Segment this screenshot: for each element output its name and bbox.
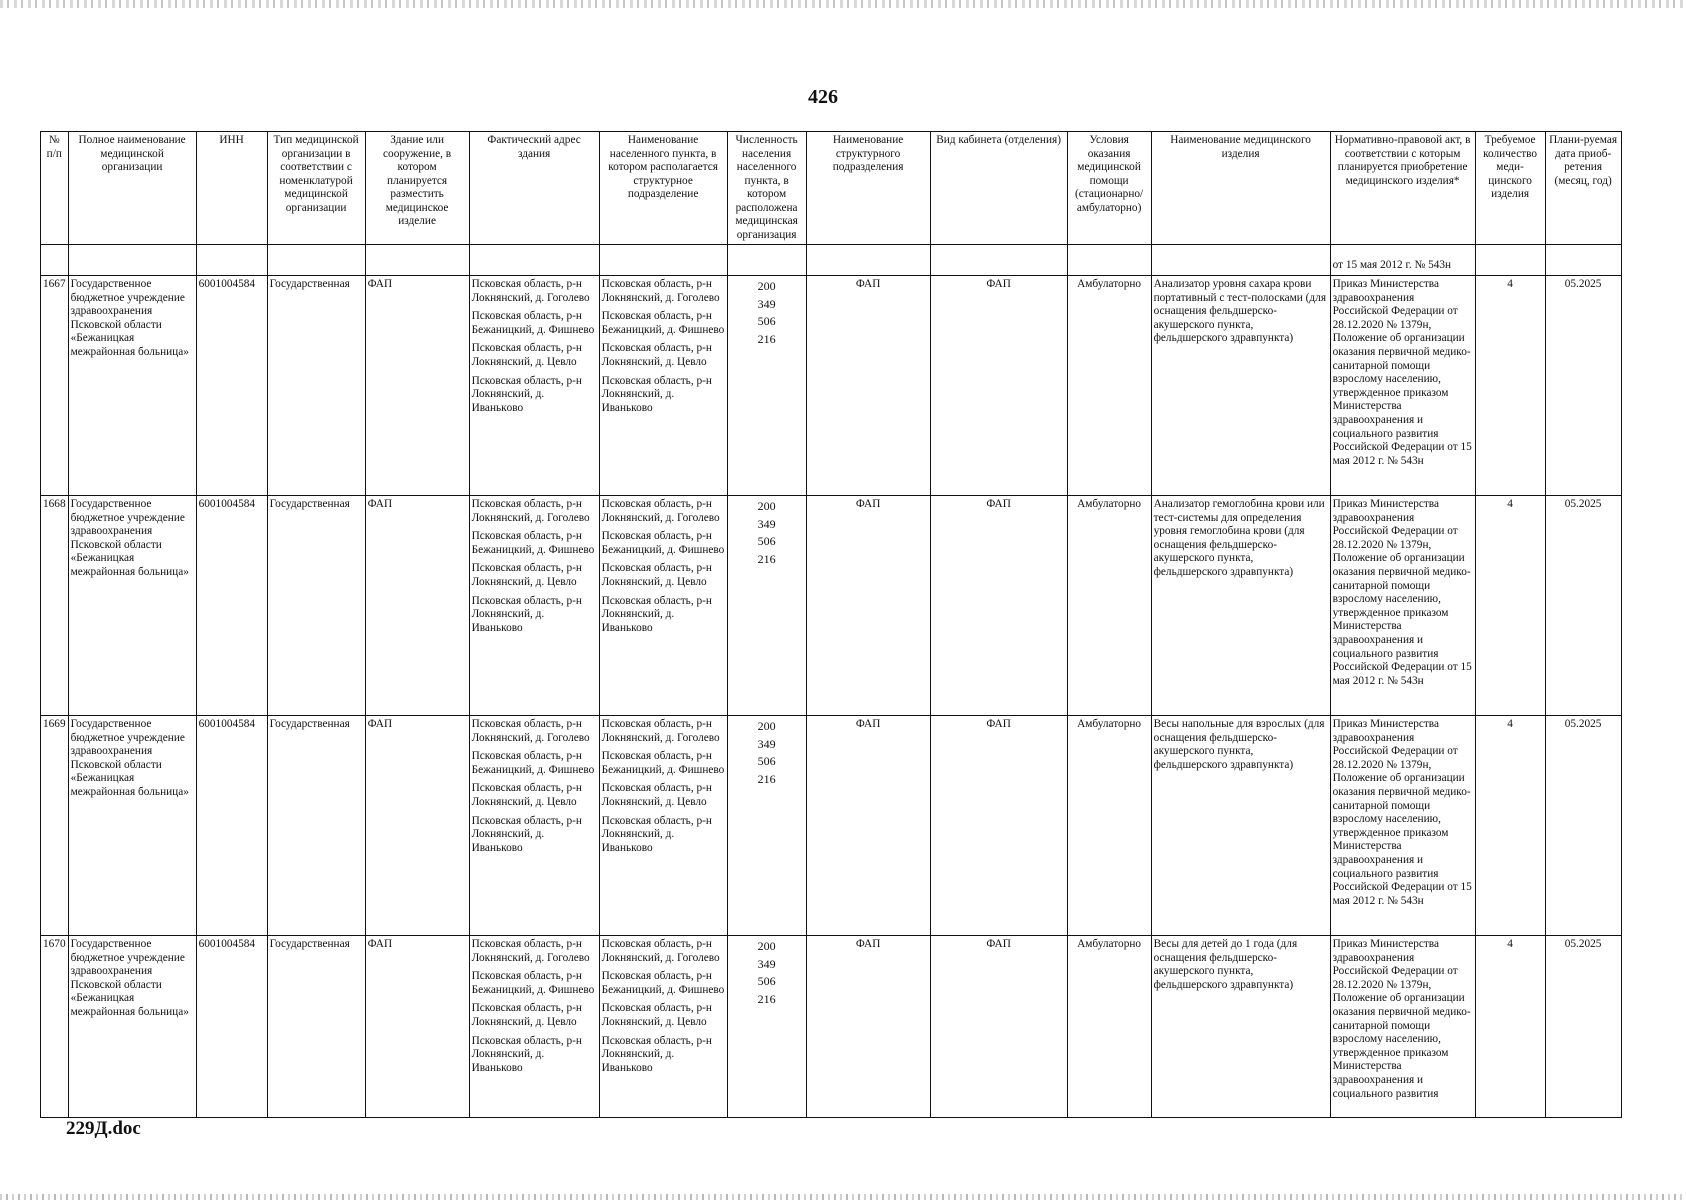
population-value: 349: [757, 296, 776, 311]
cell-date: 05.2025: [1545, 716, 1621, 936]
continuation-row: [41, 245, 1622, 276]
cell-cabinet: ФАП: [930, 496, 1067, 716]
header-cell-conditions: Условия оказания медицинской помощи (стационарно/ амбулаторно): [1067, 132, 1151, 245]
cell-type: Государственная: [267, 276, 365, 496]
cell-num: 1669: [41, 716, 69, 936]
settlement-entry: Псковская область, р-н Локнянский, д. Гоголево: [601, 718, 720, 744]
address-entry: Псковская область, р-н Бежаницкий, д. Фишнево: [471, 750, 595, 776]
cell-num: 1667: [41, 276, 69, 496]
header-cell-division: Наименование структурного подразделения: [806, 132, 930, 245]
header-cell-org: Полное наименование медицинской организации: [68, 132, 196, 245]
address-entry: Псковская область, р-н Локнянский, д. Иванькoво: [471, 374, 582, 414]
address-entry: Псковская область, р-н Локнянский, д. Цевло: [471, 342, 582, 368]
scan-edge-bottom: [0, 1194, 1686, 1200]
header-cell-building: Здание или сооружение, в котором планируется разместить медицинское изделие: [365, 132, 469, 245]
header-cell-qty: Требуемое количество меди-цинского изделия: [1475, 132, 1545, 245]
population-value: 200: [757, 279, 776, 293]
table-row: [41, 716, 1622, 936]
cell-division: ФАП: [806, 496, 930, 716]
cell-address: [469, 496, 599, 716]
cell-org: Государственное бюджетное учреждение здравоохранения Псковской области «Бежаницкая межрайонная больница»: [68, 936, 196, 1118]
cell-org: Государственное бюджетное учреждение здравоохранения Псковской области «Бежаницкая межрайонная больница»: [68, 276, 196, 496]
scan-edge-top: [0, 0, 1686, 8]
address-entry: Псковская область, р-н Локнянский, д. Гоголево: [471, 278, 590, 304]
cell-building: ФАП: [365, 276, 469, 496]
document-filename: 229Д.doc: [66, 1118, 141, 1139]
cell-cabinet: ФАП: [930, 276, 1067, 496]
settlement-entry: Псковская область, р-н Бежаницкий, д. Фишнево: [601, 750, 725, 776]
cell-address: [469, 716, 599, 936]
cell-address: [469, 276, 599, 496]
header-cell-cabinet: Вид кабинета (отделения): [930, 132, 1067, 245]
population-value: 506: [757, 754, 776, 768]
settlement-entry: Псковская область, р-н Локнянский, д. Иваньково: [601, 1034, 712, 1074]
header-cell-law: Нормативно-правовой акт, в соответствии с которым планируется приобретение медицинского изделия*: [1330, 132, 1475, 245]
cell-cabinet: ФАП: [930, 716, 1067, 936]
cell-date: 05.2025: [1545, 496, 1621, 716]
settlement-entry: Псковская область, р-н Локнянский, д. Цевло: [601, 562, 712, 588]
cell-division: ФАП: [806, 716, 930, 936]
cell-org: Государственное бюджетное учреждение здравоохранения Псковской области «Бежаницкая межрайонная больница»: [68, 496, 196, 716]
cell-settlement: [599, 716, 727, 936]
cell-device: Анализатор уровня сахара крови портативный с тест-полосками (для оснащения фельдшерско-акушерского пункта, фельдшерского здравпункта): [1151, 276, 1330, 496]
address-entry: Псковская область, р-н Бежаницкий, д. Фишнево: [471, 530, 595, 556]
cell-law: Приказ Министерства здравоохранения Российской Федерации от 28.12.2020 № 1379н, Положение об организации оказания первичной медико-санитарной помощи взрослому населению, утвержденное приказом Министерства здравоохранения и социального развития Российской Федерации от 15 мая 2012 г. № 543н: [1330, 496, 1475, 716]
address-entry: Псковская область, р-н Локнянский, д. Иваньково: [471, 814, 582, 854]
table-row: [41, 936, 1622, 1118]
cell-conditions: Амбулаторно: [1067, 496, 1151, 716]
cell-inn: 6001004584: [196, 496, 267, 716]
cell-type: Государственная: [267, 936, 365, 1118]
table-body: [41, 245, 1622, 1118]
population-value: 216: [757, 991, 776, 1006]
cell-num: 1670: [41, 936, 69, 1118]
header-cell-type: Тип медицинской организации в соответствии с номенклатурой медицинской организации: [267, 132, 365, 245]
settlement-entry: Псковская область, р-н Локнянский, д. Гоголево: [601, 938, 720, 964]
equipment-table: [40, 131, 1622, 1118]
cell-device: Анализатор гемоглобина крови или тест-системы для определения уровня гемоглобина крови (для оснащения фельдшерско-акушерского пункта, фельдшерского здравпункта): [1151, 496, 1330, 716]
table-row: [41, 496, 1622, 716]
population-value: 200: [757, 939, 776, 953]
settlement-entry: Псковская область, р-н Локнянский, д. Иваньково: [601, 374, 712, 414]
settlement-entry: Псковская область, р-н Локнянский, д. Цевло: [601, 342, 712, 368]
address-entry: Псковская область, р-н Бежаницкий, д. Фишнево: [471, 970, 595, 996]
cell-population: [727, 496, 806, 716]
population-value: 200: [757, 499, 776, 513]
cell-law: Приказ Министерства здравоохранения Российской Федерации от 28.12.2020 № 1379н, Положение об организации оказания первичной медико-санитарной помощи взрослому населению, утвержденное приказом Министерства здравоохранения и социального развития Российской Федерации от 15 мая 2012 г. № 543н: [1330, 276, 1475, 496]
settlement-entry: Псковская область, р-н Локнянский, д. Иваньково: [601, 814, 712, 854]
cell-type: Государственная: [267, 496, 365, 716]
cell-conditions: Амбулаторно: [1067, 276, 1151, 496]
header-cell-num: № п/п: [41, 132, 69, 245]
address-entry: Псковская область, р-н Локнянский, д. Гоголево: [471, 498, 590, 524]
population-value: 349: [757, 956, 776, 971]
population-value: 216: [757, 331, 776, 346]
header-cell-population: Численность населения населенного пункта, в котором расположена медицинская организация: [727, 132, 806, 245]
cell-division: ФАП: [806, 936, 930, 1118]
population-value: 506: [757, 974, 776, 988]
settlement-entry: Псковская область, р-н Локнянский, д. Гоголево: [601, 498, 720, 524]
cell-inn: 6001004584: [196, 276, 267, 496]
cell-building: ФАП: [365, 936, 469, 1118]
cell-building: ФАП: [365, 716, 469, 936]
cell-cabinet: ФАП: [930, 936, 1067, 1118]
continuation-law: от 15 мая 2012 г. № 543н: [1330, 245, 1475, 276]
header-cell-inn: ИНН: [196, 132, 267, 245]
header-cell-settlement: Наименование населенного пункта, в котором располагается структурное подразделение: [599, 132, 727, 245]
cell-inn: 6001004584: [196, 936, 267, 1118]
address-entry: Псковская область, р-н Локнянский, д. Цевло: [471, 562, 582, 588]
address-entry: Псковская область, р-н Локнянский, д. Цевло: [471, 1002, 582, 1028]
cell-address: [469, 936, 599, 1118]
cell-date: 05.2025: [1545, 936, 1621, 1118]
settlement-entry: Псковская область, р-н Бежаницкий, д. Фишнево: [601, 530, 725, 556]
cell-qty: 4: [1475, 276, 1545, 496]
header-cell-date: Плани-руемая дата приоб-ретения (месяц, год): [1545, 132, 1621, 245]
cell-num: 1668: [41, 496, 69, 716]
population-value: 216: [757, 771, 776, 786]
cell-building: ФАП: [365, 496, 469, 716]
table-row: [41, 276, 1622, 496]
address-entry: Псковская область, р-н Локнянский, д. Иваньково: [471, 1034, 582, 1074]
cell-settlement: [599, 496, 727, 716]
settlement-entry: Псковская область, р-н Бежаницкий, д. Фишнево: [601, 970, 725, 996]
address-entry: Псковская область, р-н Локнянский, д. Цевло: [471, 782, 582, 808]
cell-org: Государственное бюджетное учреждение здравоохранения Псковской области «Бежаницкая межрайонная больница»: [68, 716, 196, 936]
cell-conditions: Амбулаторно: [1067, 936, 1151, 1118]
header-cell-address: Фактический адрес здания: [469, 132, 599, 245]
cell-population: [727, 276, 806, 496]
page-number: 426: [808, 86, 838, 108]
table-header: [41, 132, 1622, 245]
header-cell-device: Наименование медицинского изделия: [1151, 132, 1330, 245]
cell-settlement: [599, 936, 727, 1118]
cell-type: Государственная: [267, 716, 365, 936]
cell-population: [727, 716, 806, 936]
cell-conditions: Амбулаторно: [1067, 716, 1151, 936]
settlement-entry: Псковская область, р-н Локнянский, д. Иваньково: [601, 594, 712, 634]
address-entry: Псковская область, р-н Локнянский, д. Гоголево: [471, 718, 590, 744]
cell-law: Приказ Министерства здравоохранения Российской Федерации от 28.12.2020 № 1379н, Положение об организации оказания первичной медико-санитарной помощи взрослому населению, утвержденное приказом Министерства здравоохранения и социального развития Российской Федерации от 15 мая 2012 г. № 543н: [1330, 716, 1475, 936]
address-entry: Псковская область, р-н Локнянский, д. Иваньково: [471, 594, 582, 634]
cell-inn: 6001004584: [196, 716, 267, 936]
cell-law: Приказ Министерства здравоохранения Российской Федерации от 28.12.2020 № 1379н, Положение об организации оказания первичной медико-санитарной помощи взрослому населению, утвержденное приказом Министерства здравоохранения и социального развития: [1330, 936, 1475, 1118]
cell-division: ФАП: [806, 276, 930, 496]
cell-qty: 4: [1475, 936, 1545, 1118]
settlement-entry: Псковская область, р-н Локнянский, д. Цевло: [601, 782, 712, 808]
cell-population: [727, 936, 806, 1118]
cell-device: Весы напольные для взрослых (для оснащения фельдшерско-акушерского пункта, фельдшерского здравпункта): [1151, 716, 1330, 936]
address-entry: Псковская область, р-н Бежаницкий, д. Фишнево: [471, 310, 595, 336]
settlement-entry: Псковская область, р-н Локнянский, д. Гоголево: [601, 278, 720, 304]
population-value: 506: [757, 314, 776, 328]
address-entry: Псковская область, р-н Локнянский, д. Гоголево: [471, 938, 590, 964]
cell-settlement: [599, 276, 727, 496]
cell-qty: 4: [1475, 496, 1545, 716]
population-value: 200: [757, 719, 776, 733]
settlement-entry: Псковская область, р-н Бежаницкий, д. Фишнево: [601, 310, 725, 336]
settlement-entry: Псковская область, р-н Локнянский, д. Цевло: [601, 1002, 712, 1028]
population-value: 349: [757, 516, 776, 531]
population-value: 349: [757, 736, 776, 751]
cell-qty: 4: [1475, 716, 1545, 936]
cell-date: 05.2025: [1545, 276, 1621, 496]
population-value: 506: [757, 534, 776, 548]
cell-device: Весы для детей до 1 года (для оснащения фельдшерско-акушерского пункта, фельдшерского здравпункта): [1151, 936, 1330, 1118]
population-value: 216: [757, 551, 776, 566]
